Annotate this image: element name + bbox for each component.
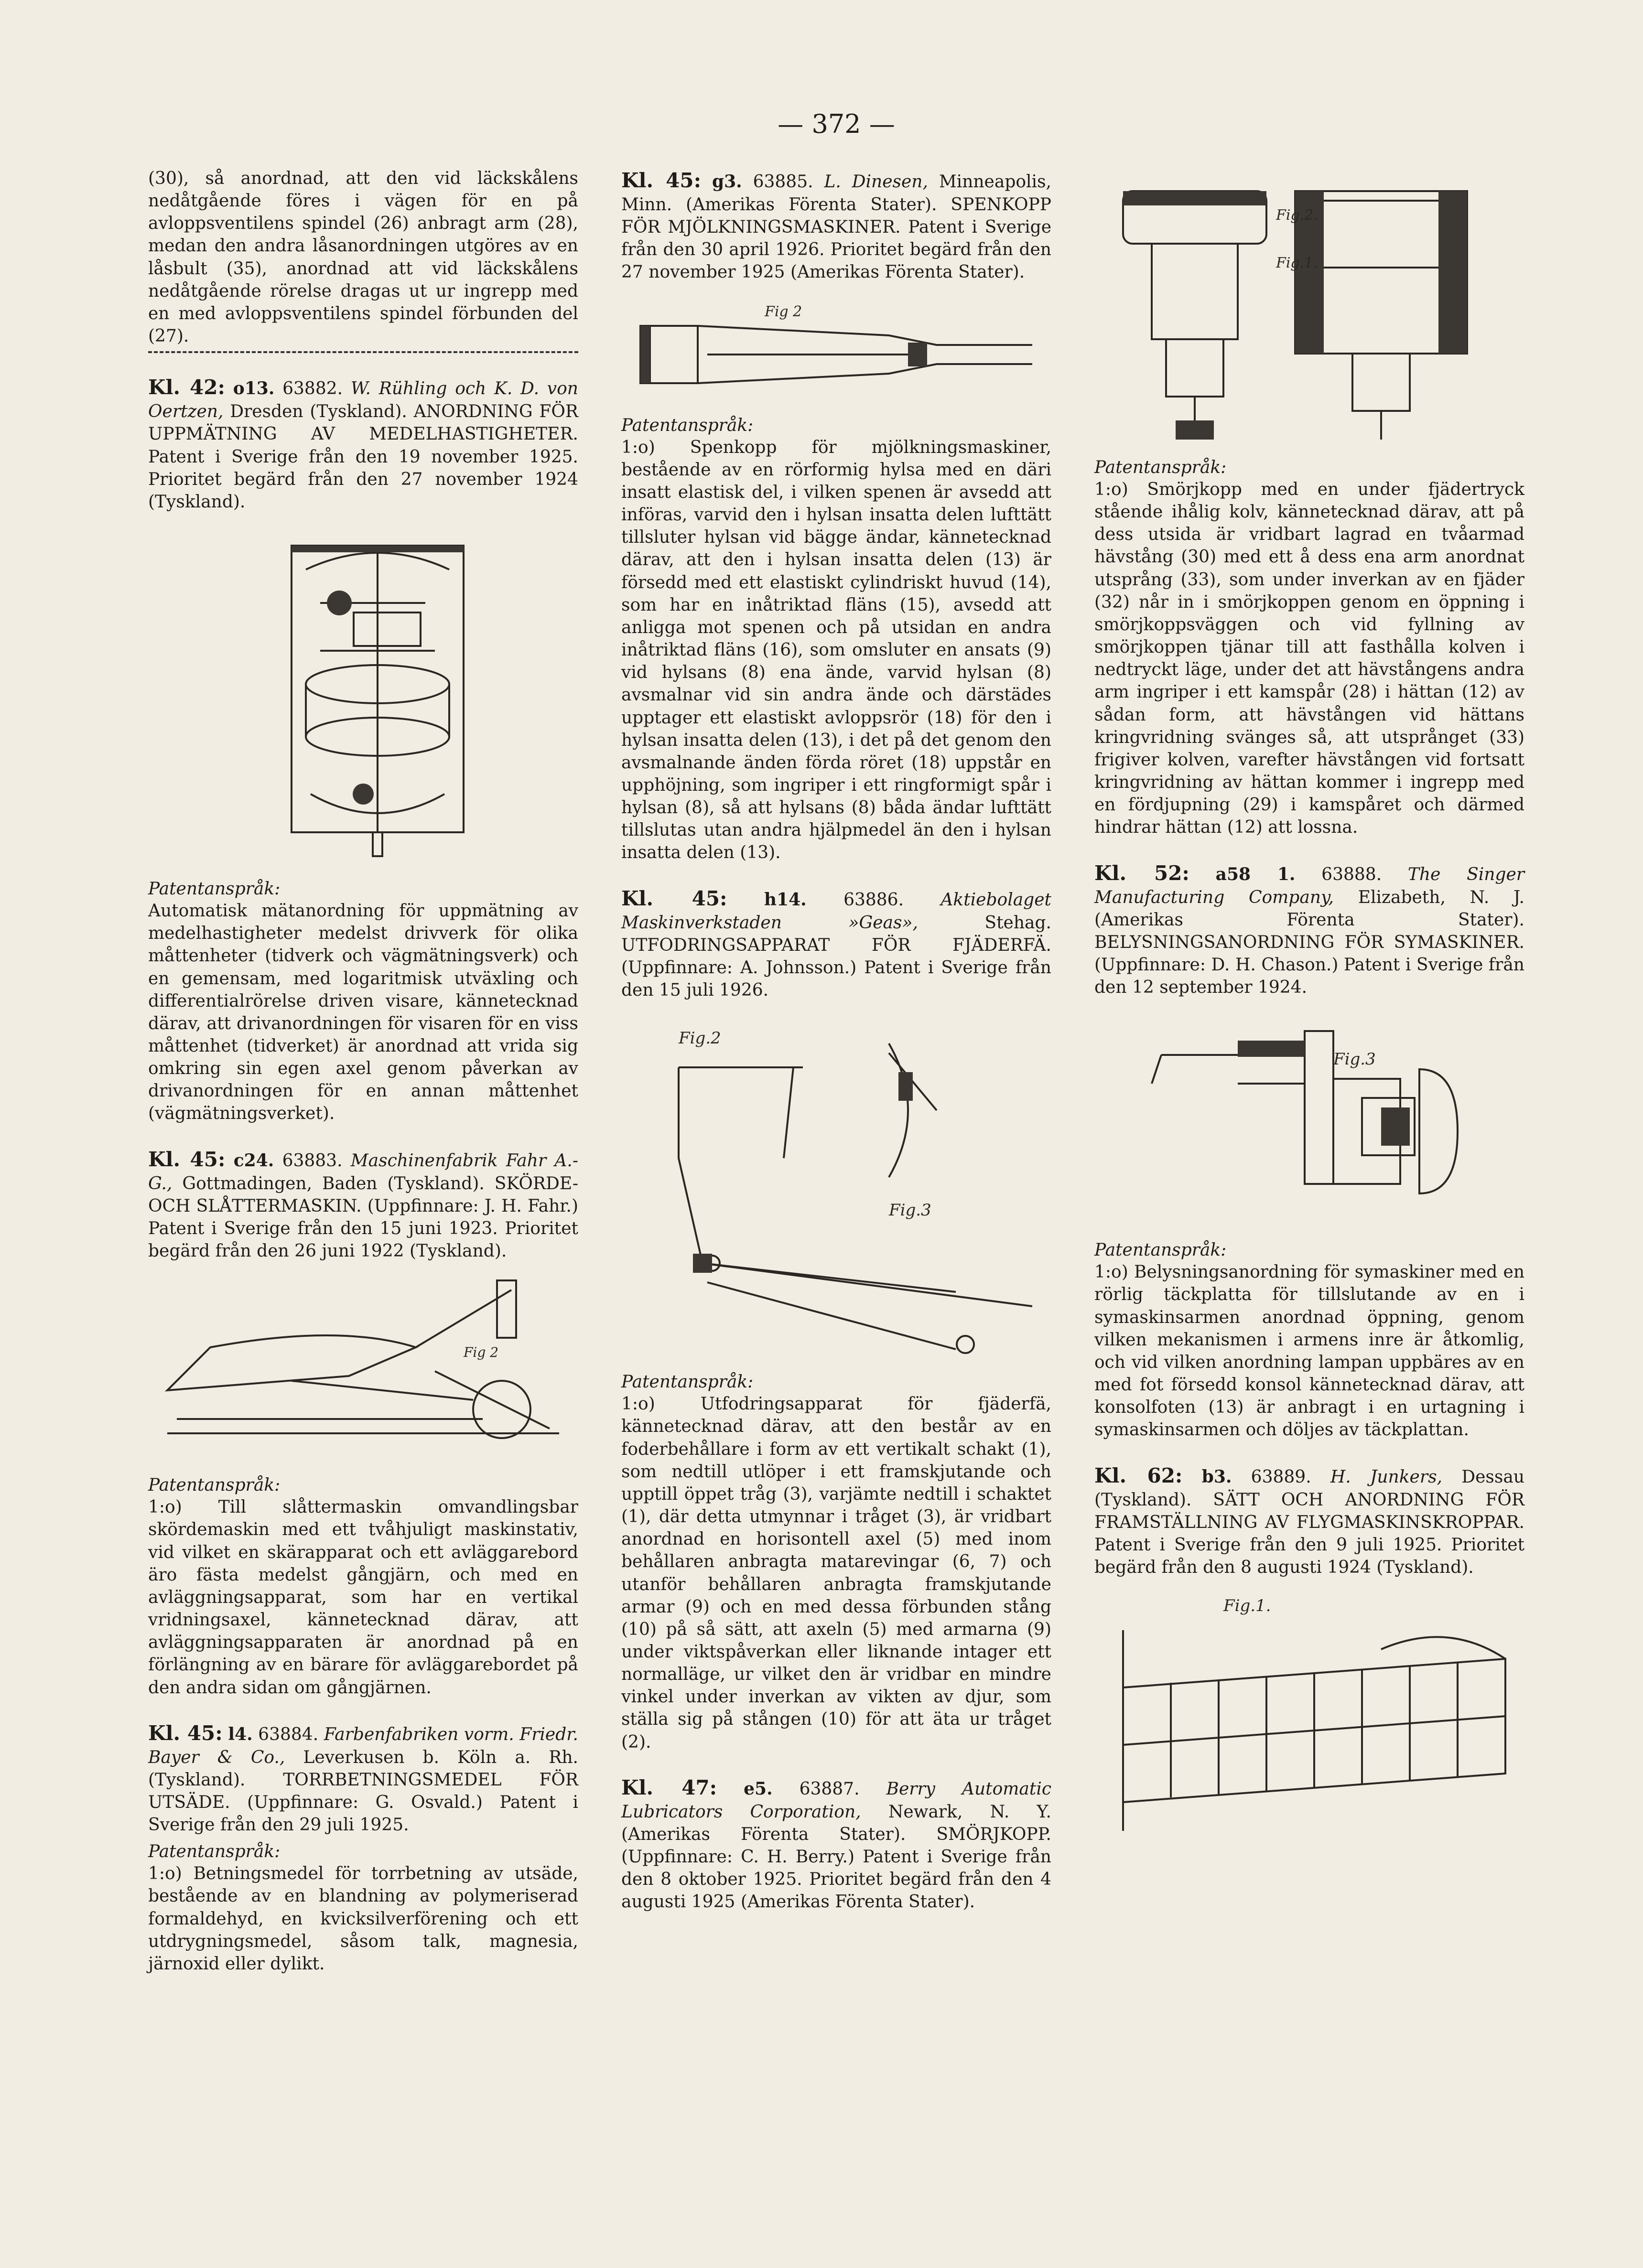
patent-holder: Farbenfabriken vorm. Friedr. Bayer & Co., — [148, 1724, 578, 1767]
entry-header — [1094, 860, 1524, 999]
entry-header — [621, 885, 1051, 1002]
teatcup-fig-label: Fig 2 — [765, 303, 802, 320]
patent-holder: Berry Automatic Lubricators Corporation, — [621, 1779, 1052, 1822]
entry-header — [621, 167, 1051, 284]
entry-63887 — [621, 1774, 1051, 1913]
feeder-fig3-label: Fig.3 — [889, 1201, 931, 1220]
patent-details: Minneapolis, Minn. (Amerikas Förenta Stater). SPENKOPP FÖR MJÖLKNINGSMASKINER. Patent i Sverige från den 30 april 1926. Prioritet begärd från den 27 november 1925 (Amerikas Förenta Stater). — [621, 172, 1051, 282]
entry-63887-figure-claim — [1094, 172, 1524, 839]
entry-continuation — [148, 167, 578, 353]
entry-63886 — [621, 885, 1051, 1753]
class-code: b3. — [1201, 1466, 1232, 1487]
class-code: e5. — [744, 1778, 773, 1799]
claim-text: 1:o) Smörjkopp med en under fjädertryck stående ihålig kolv, kännetecknad därav, att på dess utsida är vridbart lagrad en tvåarmad hävstång (30) med ett å dess ena arm anordnat utsprång (33), som under inverkan av en fjäder (32) når in i smörjkoppen genom en öppning i smörjkoppsväggen och vid fyllning av smörjkoppen tjänar till att fasthålla kolven i nedtryckt läge, under det att hävstångens andra arm ingriper i ett kamspår (28) i hättan (12) av sådan form, att hävstången vid hättans kringvridning svänges så, att utsprånget (33) frigiver kolven, varefter hävstången vid fortsatt kringvridning av hättan kommer i ingrepp med en fördjupning (29) i kamspåret och därmed hindrar hättan (12) att lossna. — [1094, 480, 1524, 838]
claim-text: 1:o) Utfodringsapparat för fjäderfä, kännetecknad därav, att den består av en foderbehållare i form av ett vertikalt schakt (1), som nedtill utlöper i ett framskjutande och upptill öppet tråg (3), varjämte nedtill i schaktet (1), där detta utmynnar i tråget (3), är vridbart anordnad en horisontell axel (5) med inom behållaren anbragta matarevingar (6, 7) och utanför behållaren anbragta framskjutande armar (9) och en med dessa förbunden stång (10) på så sätt, att axeln (5) med armarna (9) under viktspåverkan eller liknande intager ett normalläge, ur vilket den är vridbar en mindre vinkel under inverkan av vikten av djur, som ställa sig på stången (10) för att äta ur tråget (2). — [621, 1394, 1051, 1752]
lubricator-figure — [1094, 172, 1524, 449]
lubricator-fig1-label: Fig.1. — [1276, 255, 1318, 271]
patent-details: Newark, N. Y. (Amerikas Förenta Stater). SMÖRJKOPP. (Uppfinnare: C. H. Berry.) Patent i Sverige från den 8 oktober 1925. Prioritet begärd från den 4 augusti 1925 (Amerikas Förenta Stater). — [621, 1802, 1051, 1912]
claim-text: 1:o) Betningsmedel för torrbetning av utsäde, bestående av en blandning av polymeriserad formaldehyd, en kvicksilverförening och ett utdrygningsmedel, såsom talk, magnesia, järnoxid eller dylikt. — [148, 1864, 578, 1974]
class-label: Kl. 47: — [621, 1775, 717, 1799]
patent-number: 63886. — [843, 890, 904, 910]
claim-label: Patentanspråk: — [148, 1475, 281, 1495]
patent-number: 63888. — [1321, 864, 1382, 884]
entry-header — [621, 1774, 1051, 1913]
claim-label: Patentanspråk: — [621, 415, 754, 435]
patent-holder: L. Dinesen, — [824, 172, 928, 192]
patent-details: Elizabeth, N. J. (Amerikas Förenta Stater). BELYSNINGSANORDNING FÖR SYMASKINER. (Uppfinnare: D. H. Chason.) Patent i Sverige från den 12 september 1924. — [1094, 887, 1524, 998]
column-3 — [1094, 172, 1524, 1871]
claim-text: 1:o) Spenkopp för mjölkningsmaskiner, bestående av en rörformig hylsa med en däri insatt elastisk del, i vilken spenen är avsedd att införas, varvid den i hylsan insatta delen lufttätt tillsluter hylsan vid bägge ändar, kännetecknad därav, att den i hylsan insatta delen (13) är försedd med ett elastiskt cylindriskt huvud (14), som har en inåtriktad fläns (15), avsedd att anligga mot spenen och på utsidan en andra inåtriktad fläns (16), som omsluter en ansats (9) vid hylsans (8) ena ände, varvid hylsan (8) avsmalnar vid sin andra ände och därstädes upptager ett elastiskt avloppsrör (18) för den i hylsan insatta delen (13), i det på det genom den avsmalnande änden förda röret (18) uppstår en upphöjning, som ingriper i ett ringformigt spår i hylsan (8), så att hylsans (8) båda ändar lufttätt tillslutas utan andra hjälpmedel än den i hylsan insatta delen (13). — [621, 437, 1051, 863]
speedometer-figure — [148, 527, 578, 871]
fuselage-figure — [1094, 1592, 1524, 1850]
class-label: Kl. 62: — [1094, 1463, 1183, 1487]
patent-details: Stehag. UTFODRINGSAPPARAT FÖR FJÄDERFÄ. (Uppfinnare: A. Johnsson.) Patent i Sverige från den 15 juli 1926. — [621, 913, 1051, 1000]
class-code: o13. — [233, 378, 275, 399]
class-label: Kl. 45: — [148, 1721, 223, 1745]
column-2 — [621, 167, 1051, 1935]
harvester-fig-label: Fig 2 — [464, 1344, 499, 1361]
claim-label: Patentanspråk: — [621, 1372, 754, 1392]
entry-header — [148, 374, 578, 513]
patent-details: Leverkusen b. Köln a. Rh. (Tyskland). TORRBETNINGSMEDEL FÖR UTSÄDE. (Uppfinnare: G. Osvald.) Patent i Sverige från den 29 juli 1925. — [148, 1747, 578, 1835]
feeder-figure — [621, 1015, 1051, 1364]
class-label: Kl. 45: — [148, 1147, 226, 1171]
class-label: Kl. 52: — [1094, 861, 1189, 885]
class-label: Kl. 45: — [621, 169, 702, 192]
entry-continuation-text: (30), så anordnad, att den vid läckskålens nedåtgående föres i vägen för en på avloppsventilens spindel (26) anbragt arm (28), medan den andra låsanordningen utgöres av en låsbult (35), anordnad att vid läckskålens nedåtgående rörelse dragas ut ur ingrepp med en med avloppsventilens spindel förbunden del (27). — [148, 169, 578, 346]
lubricator-fig2-label: Fig.2. — [1276, 207, 1318, 224]
class-code: h14. — [764, 889, 807, 910]
claim-text: 1:o) Till slåttermaskin omvandlingsbar skördemaskin med ett tvåhjuligt maskinstativ, vid vilket en skärapparat och ett avläggarebord äro fästa medelst gångjärn, och med en avläggningsapparat, som har en vertikal vridningsaxel, kännetecknad därav, att avläggningsapparaten är anordnad på en förlängning av en bärare för avläggarebordet på den andra sidan om gångjärnen. — [148, 1497, 578, 1698]
fuselage-fig1-label: Fig.1. — [1223, 1596, 1271, 1616]
claim-label: Patentanspråk: — [1094, 458, 1227, 477]
class-label: Kl. 42: — [148, 376, 225, 399]
entry-63889 — [1094, 1462, 1524, 1850]
sewing-fig3-label: Fig.3 — [1333, 1050, 1376, 1069]
claim-label: Patentanspråk: — [148, 879, 281, 899]
class-code: a58 1. — [1215, 864, 1296, 884]
entry-63884 — [148, 1720, 578, 1975]
harvester-figure — [148, 1276, 578, 1467]
entry-63883 — [148, 1146, 578, 1699]
class-code: l4. — [228, 1724, 253, 1744]
patent-holder: H. Junkers, — [1330, 1467, 1442, 1487]
claim-label: Patentanspråk: — [1094, 1240, 1227, 1260]
patent-number: 63887. — [799, 1779, 860, 1799]
entry-63885 — [621, 167, 1051, 864]
sewing-lamp-figure — [1094, 1012, 1524, 1232]
claim-text: 1:o) Belysningsanordning för symaskiner med en rörlig täckplatta för tillslutande av en i symaskinsarmen anordnad öppning, genom vilken mekanismen i armens inre är åtkomlig, och vid vilken anordning lampan uppbäres av en med fot försedd konsol kännetecknad därav, att konsolfoten (13) är anbragt i en urtagning i symaskinsarmen och döljes av täckplattan. — [1094, 1262, 1524, 1440]
class-code: g3. — [712, 172, 742, 192]
entry-63888 — [1094, 860, 1524, 1441]
entry-header — [148, 1720, 578, 1837]
claim-text: Automatisk mätanordning för uppmätning av medelhastigheter medelst drivverk för olika måttenheter (tidverk och vägmätningsverk) och en gemensam, med logaritmisk utväxling och differentialrörelse driven visare, kännetecknad därav, att drivanordningen för visaren för en viss måttenhet (tidverket) är anordnad att vrida sig omkring sin egen axel genom påverkan av drivanordningen för en annan måttenhet (vägmätningsverket). — [148, 901, 578, 1124]
patent-number: 63884. — [258, 1724, 319, 1744]
patent-number: 63885. — [753, 172, 813, 192]
patent-number: 63882. — [282, 379, 343, 399]
class-label: Kl. 45: — [621, 886, 727, 910]
column-1 — [148, 167, 578, 1996]
entry-header — [1094, 1462, 1524, 1579]
entry-63882 — [148, 374, 578, 1125]
patent-holder: The Singer Manufacturing Company, — [1094, 864, 1524, 907]
claim-label: Patentanspråk: — [148, 1842, 281, 1862]
patent-number: 63889. — [1251, 1467, 1311, 1487]
entry-header — [148, 1146, 578, 1263]
teatcup-figure — [621, 297, 1051, 407]
entry-separator — [148, 351, 578, 353]
class-code: c24. — [233, 1150, 274, 1171]
patent-holder: Aktiebolaget Maskinverkstaden »Geas», — [621, 890, 1051, 933]
patent-details: Dresden (Tyskland). ANORDNING FÖR UPPMÄTNING AV MEDELHASTIGHETER. Patent i Sverige från den 19 november 1925. Prioritet begärd från den 27 november 1924 (Tyskland). — [148, 402, 578, 512]
feeder-fig2-label: Fig.2 — [679, 1029, 721, 1048]
patent-number: 63883. — [282, 1150, 343, 1171]
patent-holder: W. Rühling och K. D. von Oertzen, — [148, 379, 578, 422]
patent-details: Gottmadingen, Baden (Tyskland). SKÖRDE- OCH SLÅTTERMASKIN. (Uppfinnare: J. H. Fahr.) Patent i Sverige från den 15 juni 1923. Prioritet begärd från den 26 juni 1922 (Tyskland). — [148, 1173, 578, 1261]
patent-details: Dessau (Tyskland). SÄTT OCH ANORDNING FÖR FRAMSTÄLLNING AV FLYGMASKINSKROPPAR. Patent i Sverige från den 9 juli 1925. Prioritet begärd från den 8 augusti 1924 (Tyskland). — [1094, 1467, 1524, 1578]
patent-holder: Maschinenfabrik Fahr A.-G., — [148, 1150, 579, 1193]
page-number: — 372 — — [778, 109, 895, 139]
